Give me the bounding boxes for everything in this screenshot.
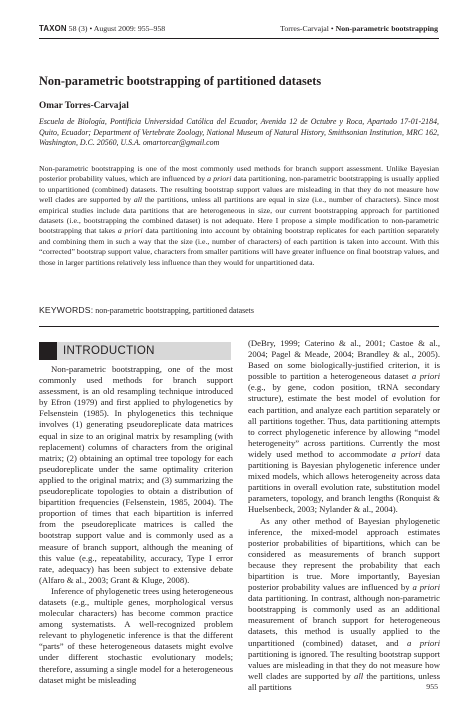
para3-italic-2: a priori <box>391 448 421 459</box>
abstract-italic-1: a priori <box>207 174 232 184</box>
para3-text-1: (DeBry, 1999; Caterino & al., 2001; Castoe & al., 2004; Pagel & Meade, 2004; Brandley & al., 2005). Based on some biologically-justified criterion, it is possible to partition a heterogeneous dataset <box>248 338 440 382</box>
running-title: Non-parametric bootstrapping <box>335 24 438 33</box>
intro-paragraph-4 <box>248 516 440 694</box>
header-rule <box>39 38 439 39</box>
section-title: INTRODUCTION <box>63 345 155 357</box>
keywords-text: non-parametric bootstrapping, partitioned datasets <box>93 306 254 315</box>
para4-text-3: partitioning is ignored. The resulting bootstrap support values are misleading in that they do not measure how well clades are supported by <box>248 648 440 681</box>
para4-text-2: data partitioning. In contrast, although non-parametric bootstrapping is commonly used as an additional measurement of branch support for heterogeneous datasets, this method is usually applied to the unpartitioned (combined) dataset, and <box>248 593 440 648</box>
intro-paragraph-1: Non-parametric bootstrapping, one of the most commonly used methods for branch support assessment, is an old resampling technique introduced by Efron (1979) and first applied to phylogenetics by Felsenstein (1985). In phylogenetics this technique involves (1) generating pseudoreplicate data matrices equal in size to an original matrix by resampling (with replacement) columns of characters from the original matrix; (2) obtaining an optimal tree topology for each pseudoreplicate under the same optimality criterion applied to the original matrix; and (3) summarizing the pseudoreplicate topologies to obtain a distribution of bipartition frequencies (Felsenstein, 1985, 2004). The proportion of times that each bipartition is inferred from the pseudoreplicate matrices is called the bootstrap support value and is commonly used as a measure of branch support, although the meaning of this value (e.g., repeatability, accuracy, Type I error rate, adequacy) has been subject to extensive debate (Alfaro & al., 2003; Grant & Kluge, 2008). <box>39 364 233 585</box>
para4-italic-2: a priori <box>406 637 441 648</box>
abstract-italic-2: all <box>133 195 143 205</box>
abstract-italic-3: a priori <box>117 226 143 236</box>
journal-citation <box>39 22 165 36</box>
para4-text-4: the partitions, unless all partitions <box>248 670 441 692</box>
para4-text-1: As any other method of Bayesian phylogenetic inference, the mixed-model approach estimates posterior probabilities of bipartitions, which can be considered as measurements of branch support because they represent the probability that each bipartition is true. More importantly, Bayesian posterior probability values are influenced by <box>248 515 440 593</box>
running-authors: Torres-Carvajal • <box>280 24 336 33</box>
abstract <box>39 164 439 268</box>
abstract-text-1: Non-parametric bootstrapping is one of the most commonly used methods for branch support assessment. Unlike Bayesian posterior probability values, which are influenced by <box>39 164 439 184</box>
section-heading <box>39 342 231 360</box>
intro-paragraph-3 <box>248 338 440 516</box>
right-column <box>248 338 440 693</box>
keywords <box>39 305 439 316</box>
author-affiliation: Escuela de Biología, Pontificia Universidad Católica del Ecuador, Avenida 12 de Octubre y Roca, Apartado 17-01-2184, Quito, Ecuador; Department of Vertebrate Zoology, National Museum of Natural History, Smithsonian Institution, MRC 162, Washington, D.C. 20560, U.S.A. omartorcar@gmail.com <box>39 117 439 148</box>
running-header <box>0 22 474 36</box>
intro-paragraph-2: Inference of phylogenetic trees using heterogeneous datasets (e.g., multiple genes, morphological versus molecular characters) has become common practice among systematists. A well-recognized problem relevant to phylogenetic inference is that the different “parts” of these heterogeneous datasets might evolve under different stochastic evolutionary models; therefore, assuming a single model for a heterogeneous dataset might be misleading <box>39 585 233 685</box>
keywords-label: KEYWORDS: <box>39 305 94 315</box>
para4-italic-1: a priori <box>412 582 440 593</box>
author-name: Omar Torres-Carvajal <box>39 101 129 111</box>
abstract-text-3: the partitions, unless all partitions are equal in size (i.e., number of characters). Since most empirical studies include data partitions that are heterogeneous in size, our current bootstrapping approach for partitioned datasets (i.e., bootstrapping the combined dataset) is not adequate. Here I propose a simple modification to non-parametric bootstrapping that takes <box>39 195 440 236</box>
abstract-text-4: data partitioning into account by obtaining bootstrap replicates for each partition separately and combining them in such a way that the size (i.e., number of characters) of each partition is taken into account. With this “corrected” bootstrap support value, characters from smaller partitions will have greater influence on final bootstrap values, and those in larger partitions relatively less influence than they would for unpartitioned data. <box>39 226 439 267</box>
article-title: Non-parametric bootstrapping of partitioned datasets <box>39 74 322 88</box>
page-number: 955 <box>426 682 438 691</box>
journal-name: TAXON <box>39 24 67 33</box>
para3-text-2: (e.g., by gene, codon position, tRNA secondary structure), estimate the best model of evolution for each partition, and analyze each partition separately or all partitions together. Thus, data partitioning attempts to correct phylogenetic inference by allowing “model heterogeneity” across partitions. Currently the most widely used method to accommodate <box>248 382 440 459</box>
left-column <box>39 364 233 686</box>
para3-text-3: data partitioning is Bayesian phylogenetic inference under mixed models, which allows heterogeneity across data partitions in overall evolution rate, substitution model parameters, topology, and branch lengths (Ronquist & Huelsenbeck, 2003; Nylander & al., 2004). <box>248 448 440 515</box>
section-marker-icon <box>39 342 57 360</box>
abstract-rule <box>39 326 439 327</box>
para4-italic-3: all <box>354 670 364 681</box>
running-title-block <box>280 22 438 36</box>
issue-info: 58 (3) • August 2009: 955–958 <box>66 24 166 33</box>
para3-italic-1: a priori <box>411 371 440 382</box>
abstract-text-2: data partitioning, non-parametric bootstrapping is usually applied to unpartitioned (combined) datasets. The resulting bootstrap support values are misleading in that they do not measure how well clades are supported by <box>39 174 440 205</box>
